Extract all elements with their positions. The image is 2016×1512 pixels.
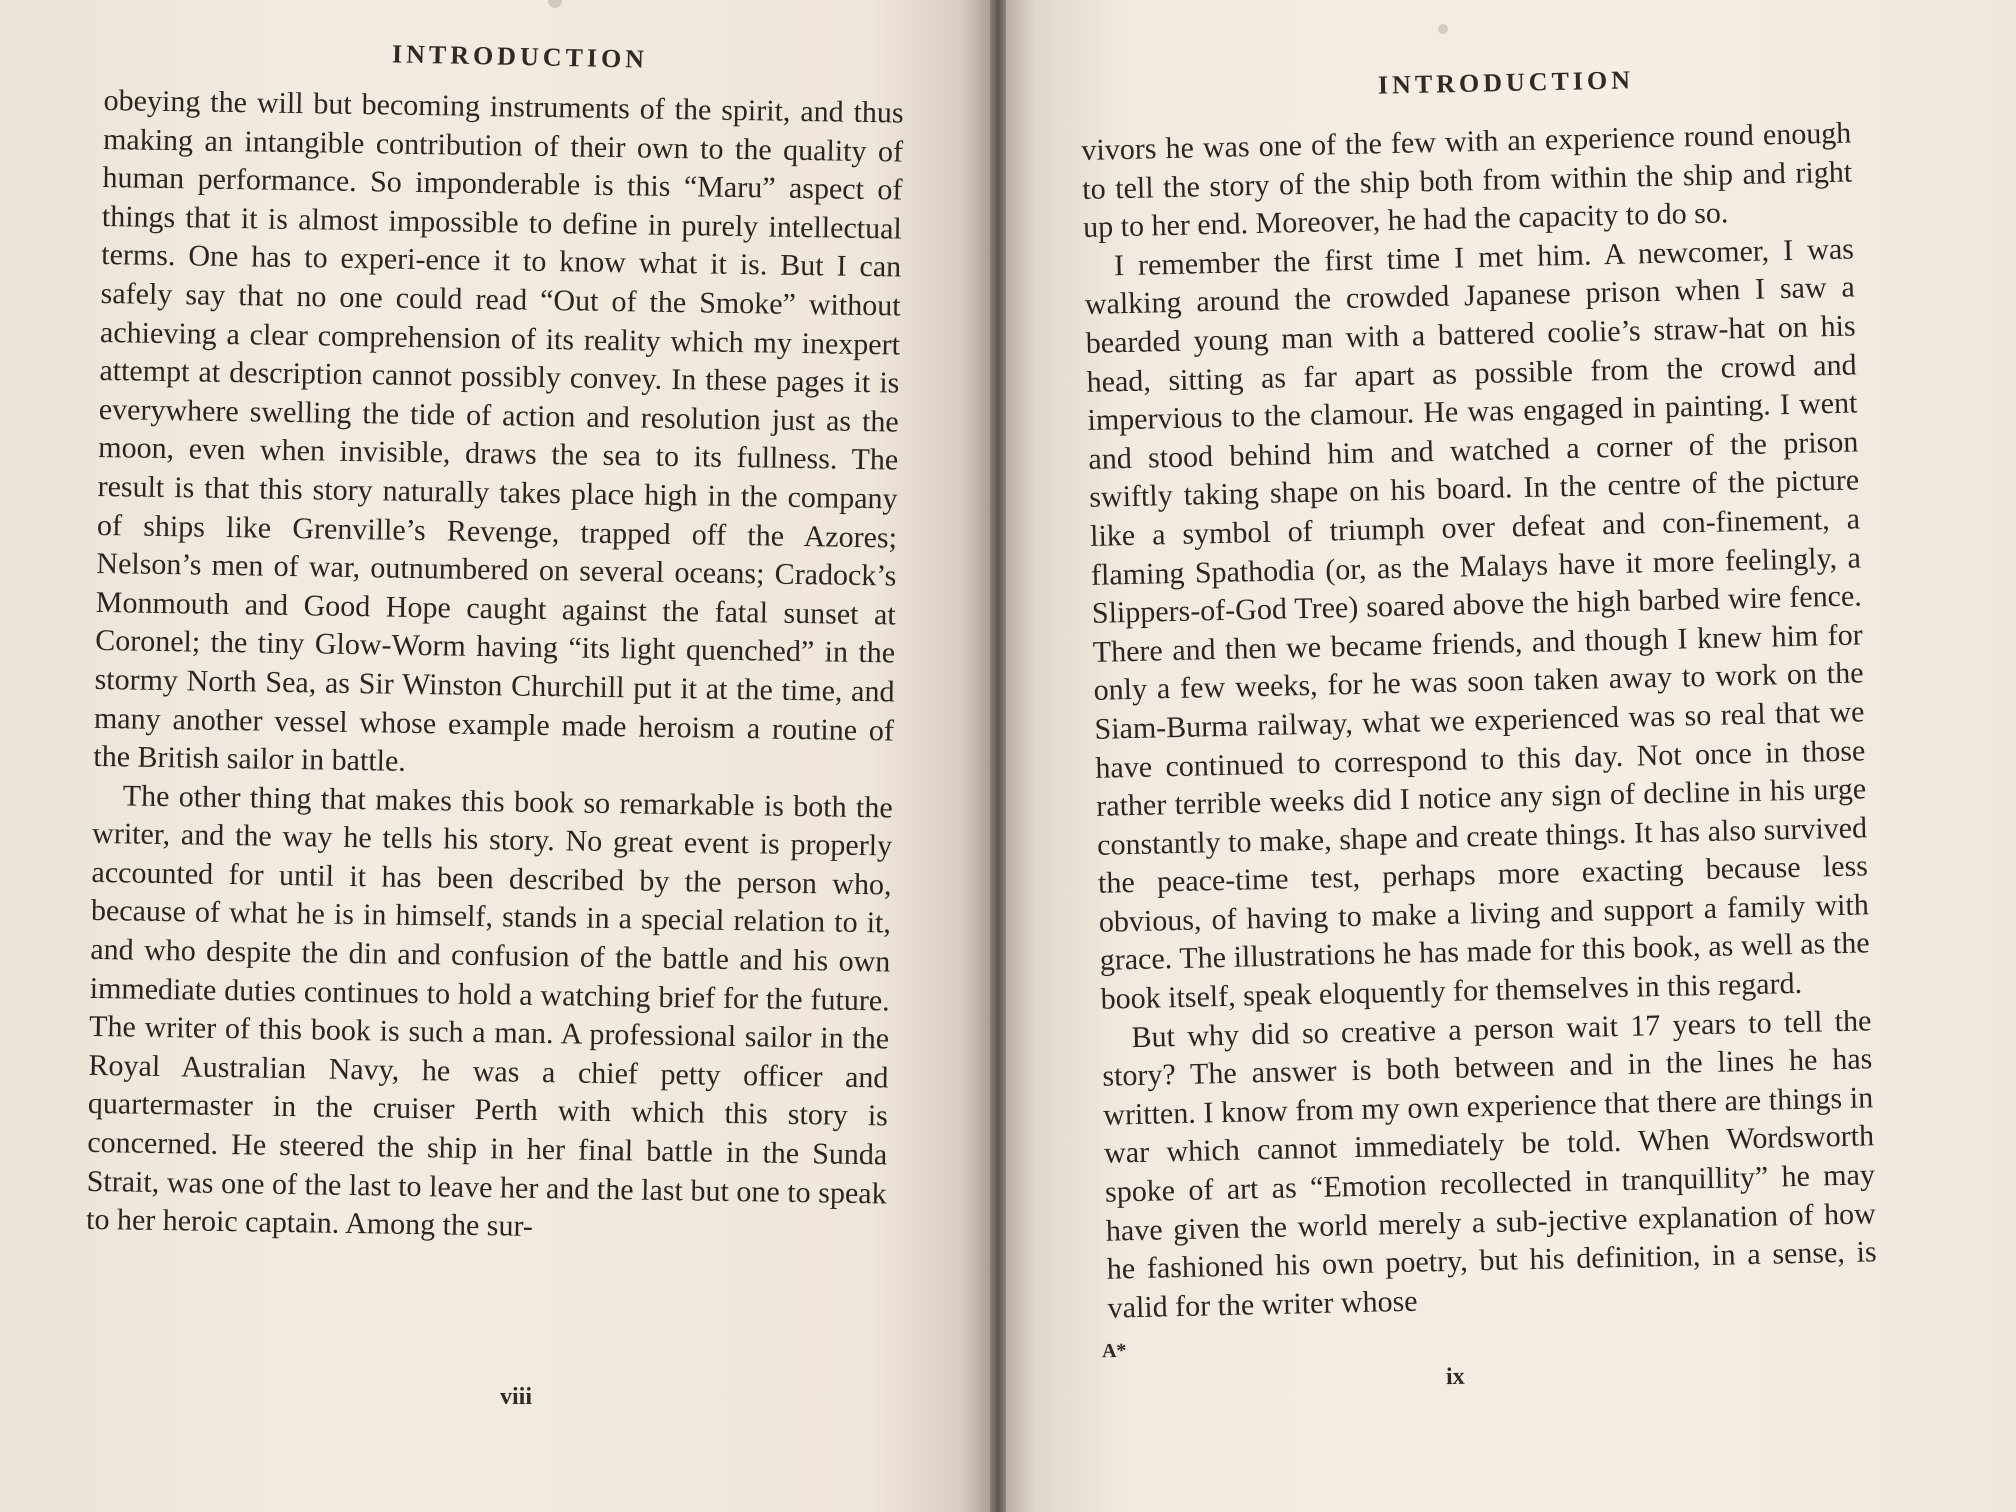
right-paragraph-3: But why did so creative a person wait 17 years to tell the story? The answer is both between and in the lines he has written. I know from my own experience that there are things in war which cannot immediately be told. When Wordsworth spoke of art as “Emotion recollected in tranquillity” he may have given the world merely a sub-jective explanation of how he fashioned his own poetry, but his definition, in a sense, is valid for the writer whose	[1102, 1003, 1877, 1325]
left-paragraph-1: obeying the will but becoming instruments of the spirit, and thus making an intangible contribution of their own to the quality of human performance. So imponderable is this “Maru” aspect of things that it is almost impossible to define in purely intellectual terms. One has to experi-ence it to know what it is. But I can safely say that no one could read “Out of the Smoke” without achieving a clear comprehension of its reality which my inexpert attempt at description cannot possibly convey. In these pages it is everywhere swelling the tide of action and resolution just as the moon, even when invisible, draws the sea to its fullness. The result is that this story naturally takes place high in the company of ships like Grenville’s Revenge, trapped off the Azores; Nelson’s men of war, outnumbered on several oceans; Cradock’s Monmouth and Good Hope caught against the fatal sunset at Coronel; the tiny Glow-Worm having “its light quenched” in the stormy North Sea, as Sir Winston Churchill put it at the time, and many another vessel whose example made heroism a routine of the British sailor in battle.	[93, 83, 904, 778]
right-paragraph-2: I remember the first time I met him. A newcomer, I was walking around the crowded Japanese prison when I saw a bearded young man with a battered coolie’s straw-hat on his head, sitting as far apart as possible from the crowd and impervious to the clamour. He was engaged in painting. I went and stood behind him and watched a corner of the prison swiftly taking shape on his board. In the centre of the picture like a symbol of triumph over defeat and con-finement, a flaming Spathodia (or, as the Malays have it more feelingly, a Slippers-of-God Tree) soared above the high barbed wire fence. There and then we became friends, and though I knew him for only a few weeks, for he was soon taken away to work on the Siam-Burma railway, what we experienced was so real that we have continued to correspond to this day. Not once in those rather terrible weeks did I notice any sign of decline in his urge constantly to make, shape and create things. It has also survived the peace-time test, perhaps more exacting because less obvious, of having to make a living and support a family with grace. The illustrations he has made for this book, as well as the book itself, speak eloquently for themselves in this regard.	[1084, 232, 1870, 1016]
page-number-left: viii	[500, 1384, 533, 1410]
left-text-block	[86, 82, 904, 1252]
left-paragraph-2: The other thing that makes this book so remarkable is both the writer, and the way he tells his story. No great event is properly accounted for until it has been described by the person who, because of what he is in himself, stands in a special relation to it, and who despite the din and confusion of the battle and his own immediate duties continues to hold a watching brief for the future. The writer of this book is such a man. A professional sailor in the Royal Australian Navy, he was a chief petty officer and quartermaster in the cruiser Perth with which this story is concerned. He steered the ship in her final battle in the Sunda Strait, was one of the last to leave her and the last but one to speak to her heroic captain. Among the sur-	[85, 779, 893, 1244]
page-number-right: ix	[1445, 1363, 1465, 1391]
book-gutter	[990, 0, 1006, 1512]
page-stain	[548, 0, 562, 8]
signature-mark: A*	[1101, 1339, 1127, 1363]
right-page	[1006, 0, 2016, 1512]
page-stain	[1438, 24, 1448, 34]
right-paragraph-1: vivors he was one of the few with an experience round enough to tell the story of the ship both from within the ship and right up to her end. Moreover, he had the capacity to do so.	[1081, 116, 1853, 245]
right-text-block	[1081, 115, 1878, 1329]
left-page	[0, 0, 990, 1512]
running-head-right: INTRODUCTION	[1377, 65, 1635, 100]
running-head-left: INTRODUCTION	[391, 39, 649, 74]
